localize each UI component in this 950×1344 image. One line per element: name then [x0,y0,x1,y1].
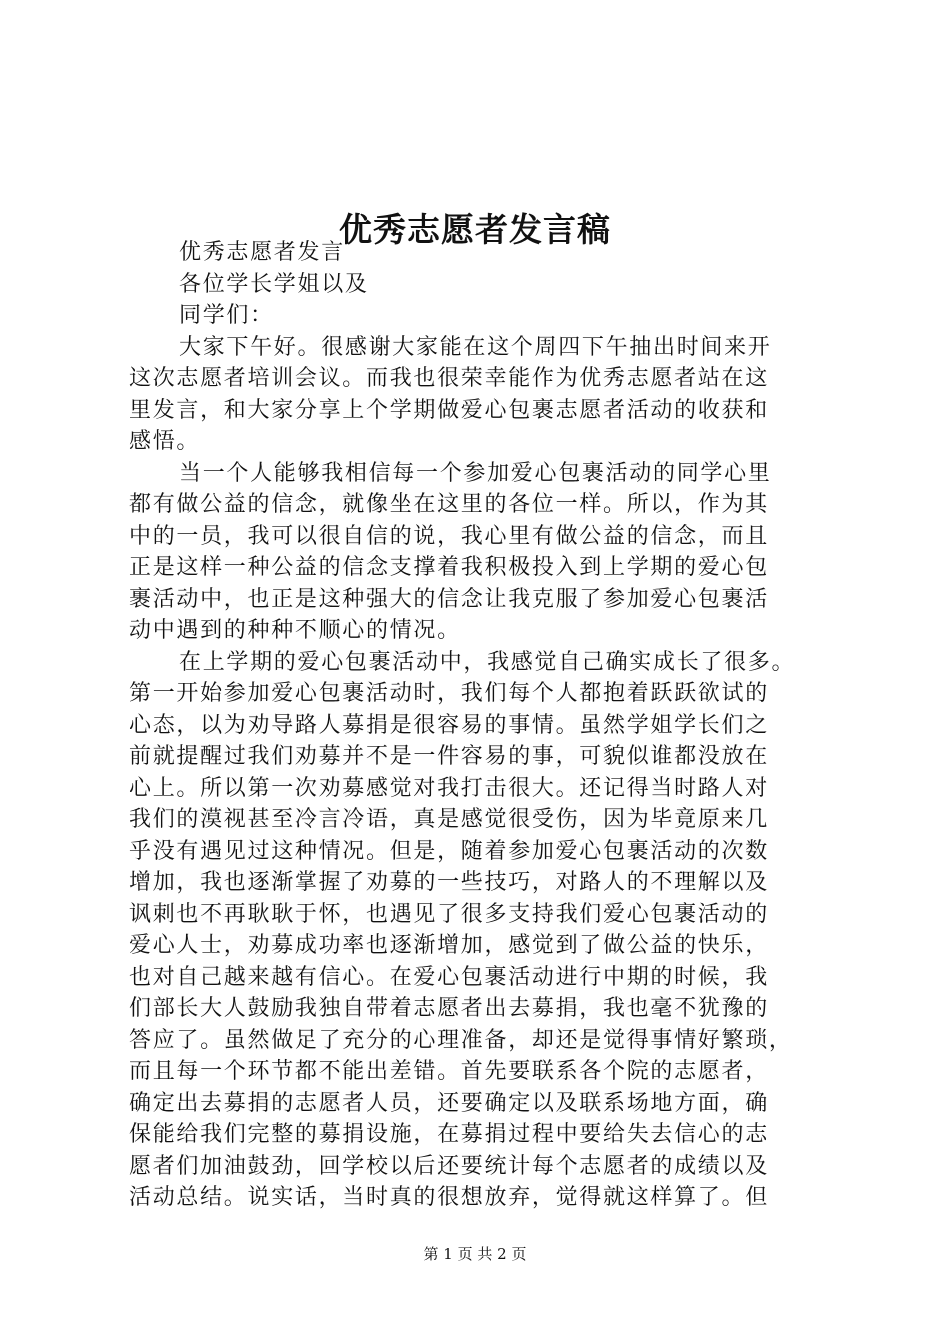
paragraph-2-line: 都有做公益的信念，就像坐在这里的各位一样。所以，作为其 [129,492,769,517]
paragraph-3-line: 保能给我们完整的募捐设施，在募捐过程中要给失去信心的志 [129,1122,769,1147]
document-body [129,237,841,1214]
page-number-footer: 第 1 页 共 2 页 [423,1245,527,1263]
paragraph-1-line: 这次志愿者培训会议。而我也很荣幸能作为优秀志愿者站在这 [129,366,769,391]
text-line-salutation-end: 同学们： [179,303,274,328]
paragraph-3-line: 愿者们加油鼓劲，回学校以后还要统计每个志愿者的成绩以及 [129,1153,769,1179]
paragraph-2-line: 裹活动中，也正是这种强大的信念让我克服了参加爱心包裹活 [129,586,769,612]
paragraph-3-line: 在上学期的爱心包裹活动中，我感觉自己确实成长了很多。 [179,649,796,675]
paragraph-3-line: 活动总结。说实话，当时真的很想放弃，觉得就这样算了。但 [129,1185,769,1210]
paragraph-3-line: 答应了。虽然做足了充分的心理准备，却还是觉得事情好繁琐， [129,1027,793,1053]
paragraph-2-line: 中的一员，我可以很自信的说，我心里有做公益的信念，而且 [129,523,769,549]
page-title: 优秀志愿者发言稿 [339,210,611,250]
paragraph-3-line: 第一开始参加爱心包裹活动时，我们每个人都抱着跃跃欲试的 [129,681,769,706]
paragraph-3-line: 也对自己越来越有信心。在爱心包裹活动进行中期的时候，我 [129,964,769,990]
paragraph-2-line: 动中遇到的种种不顺心的情况。 [129,618,461,643]
paragraph-1-line: 里发言，和大家分享上个学期做爱心包裹志愿者活动的收获和 [129,397,769,423]
paragraph-3-line: 乎没有遇见过这种情况。但是，随着参加爱心包裹活动的次数 [129,838,769,864]
paragraph-3-line: 心上。所以第一次劝募感觉对我打击很大。还记得当时路人对 [129,775,769,801]
paragraph-3-line: 们部长大人鼓励我独自带着志愿者出去募捐，我也毫不犹豫的 [129,996,769,1021]
paragraph-3-line: 确定出去募捐的志愿者人员，还要确定以及联系场地方面，确 [129,1090,769,1116]
paragraph-3-line: 讽刺也不再耿耿于怀，也遇见了很多支持我们爱心包裹活动的 [129,901,769,927]
paragraph-3-line: 而且每一个环节都不能出差错。首先要联系各个院的志愿者， [129,1059,769,1084]
text-line-salutation-title: 优秀志愿者发言 [179,240,345,265]
paragraph-3-line: 我们的漠视甚至冷言冷语，真是感觉很受伤，因为毕竟原来几 [129,807,769,832]
paragraph-3-line: 爱心人士，劝募成功率也逐渐增加，感觉到了做公益的快乐， [129,933,769,958]
paragraph-3-line: 心态，以为劝导路人募捐是很容易的事情。虽然学姐学长们之 [129,712,769,738]
paragraph-1-line: 大家下午好。很感谢大家能在这个周四下午抽出时间来开 [179,334,772,360]
paragraph-3-line: 增加，我也逐渐掌握了劝募的一些技巧，对路人的不理解以及 [129,870,769,895]
text-line-salutation: 各位学长学姐以及 [179,271,369,297]
paragraph-3-line: 前就提醒过我们劝募并不是一件容易的事，可貌似谁都没放在 [129,744,769,769]
paragraph-2-line: 当一个人能够我相信每一个参加爱心包裹活动的同学心里 [179,460,772,486]
paragraph-1-line: 感悟。 [129,429,201,454]
paragraph-2-line: 正是这样一种公益的信念支撑着我积极投入到上学期的爱心包 [129,555,769,580]
